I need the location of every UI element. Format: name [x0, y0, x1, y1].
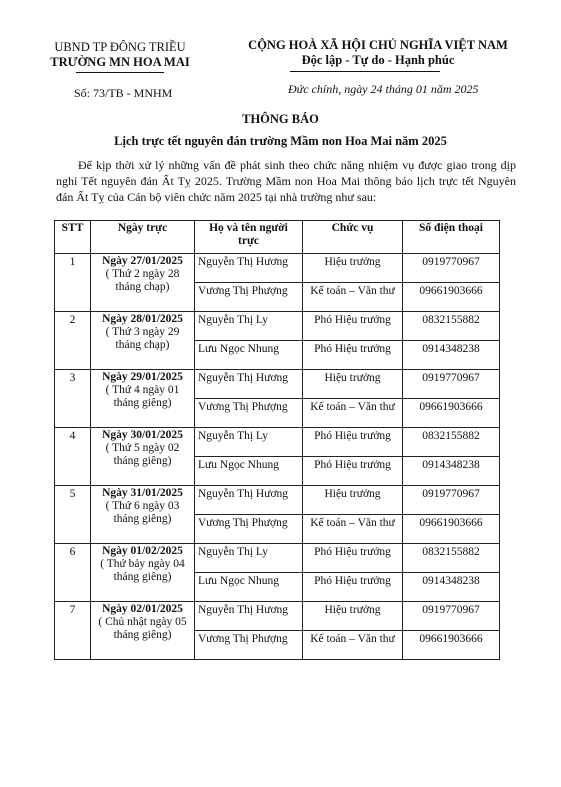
date-label: Ngày 30/01/2025 [102, 429, 183, 441]
date-label: Ngày 31/01/2025 [102, 487, 183, 499]
cell-date [91, 544, 195, 602]
cell-phone: 0919770967 [403, 486, 500, 515]
cell-name: Nguyễn Thị Hương [195, 370, 303, 399]
cell-stt: 4 [55, 428, 91, 486]
cell-stt: 7 [55, 602, 91, 660]
cell-role: Phó Hiệu trưởng [303, 457, 403, 486]
cell-date [91, 428, 195, 486]
cell-date [91, 312, 195, 370]
cell-phone: 0832155882 [403, 312, 500, 341]
cell-date [91, 370, 195, 428]
cell-phone: 09661903666 [403, 631, 500, 660]
cell-phone: 09661903666 [403, 515, 500, 544]
cell-name: Vương Thị Phượng [195, 631, 303, 660]
motto: Độc lập - Tự do - Hạnh phúc [301, 53, 455, 67]
org-header [30, 40, 210, 70]
cell-name: Vương Thị Phượng [195, 283, 303, 312]
national-header [228, 38, 528, 68]
date-label: Ngày 27/01/2025 [102, 255, 183, 267]
header-role: Chức vụ [303, 221, 403, 254]
cell-role: Phó Hiệu trưởng [303, 428, 403, 457]
date-note: ( Thứ bảy ngày 04 tháng giêng) [100, 558, 185, 583]
cell-name: Nguyễn Thị Ly [195, 312, 303, 341]
motto-underline [290, 71, 440, 72]
date-note: ( Thứ 2 ngày 28 tháng chạp) [105, 268, 180, 293]
cell-name: Vương Thị Phượng [195, 399, 303, 428]
table-row [55, 602, 500, 631]
table-row [55, 428, 500, 457]
cell-role: Phó Hiệu trưởng [303, 573, 403, 602]
country-name: CỘNG HOÀ XÃ HỘI CHỦ NGHĨA VIỆT NAM [248, 38, 508, 52]
cell-name: Lưu Ngọc Nhung [195, 573, 303, 602]
cell-role: Phó Hiệu trưởng [303, 312, 403, 341]
cell-role: Kế toán – Văn thư [303, 283, 403, 312]
cell-role: Kế toán – Văn thư [303, 515, 403, 544]
cell-date [91, 254, 195, 312]
org-name: TRƯỜNG MN HOA MAI [50, 55, 190, 69]
table-row [55, 544, 500, 573]
date-note: ( Thứ 5 ngày 02 tháng giêng) [105, 442, 180, 467]
cell-phone: 0914348238 [403, 457, 500, 486]
cell-phone: 09661903666 [403, 399, 500, 428]
date-note: ( Thứ 3 ngày 29 tháng chạp) [105, 326, 180, 351]
cell-phone: 0914348238 [403, 341, 500, 370]
cell-role: Hiệu trưởng [303, 602, 403, 631]
table-header-row [55, 221, 500, 254]
cell-date [91, 486, 195, 544]
cell-phone: 0832155882 [403, 428, 500, 457]
date-label: Ngày 02/01/2025 [102, 603, 183, 615]
cell-stt: 6 [55, 544, 91, 602]
cell-phone: 0914348238 [403, 573, 500, 602]
header-name: Họ và tên người trực [195, 221, 303, 254]
cell-role: Phó Hiệu trưởng [303, 544, 403, 573]
cell-name: Vương Thị Phượng [195, 515, 303, 544]
doc-subtitle: Lịch trực tết nguyên đán trường Mầm non Hoa Mai năm 2025 [114, 134, 447, 148]
cell-phone: 09661903666 [403, 283, 500, 312]
cell-phone: 0919770967 [403, 254, 500, 283]
cell-phone: 0919770967 [403, 370, 500, 399]
date-label: Ngày 29/01/2025 [102, 371, 183, 383]
cell-stt: 1 [55, 254, 91, 312]
cell-name: Nguyễn Thị Hương [195, 486, 303, 515]
cell-role: Kế toán – Văn thư [303, 631, 403, 660]
cell-role: Hiệu trưởng [303, 370, 403, 399]
date-label: Ngày 01/02/2025 [102, 545, 183, 557]
cell-name: Lưu Ngọc Nhung [195, 341, 303, 370]
table-row [55, 486, 500, 515]
cell-stt: 5 [55, 486, 91, 544]
cell-name: Nguyễn Thị Hương [195, 254, 303, 283]
intro-paragraph: Để kịp thời xử lý những vấn đề phát sinh theo chức năng nhiệm vụ được giao trong dịp nghỉ Tết nguyên đán Ất Tỵ 2025. Trường Mầm non Hoa Mai thông báo lịch trực tết Nguyên đán Ất Tỵ của Cán bộ viên chức năm 2025 tại nhà trường như sau: [56, 158, 516, 204]
date-note: ( Thứ 4 ngày 01 tháng giêng) [105, 384, 180, 409]
cell-role: Hiệu trưởng [303, 254, 403, 283]
cell-name: Nguyễn Thị Ly [195, 544, 303, 573]
cell-name: Lưu Ngọc Nhung [195, 457, 303, 486]
org-underline [76, 72, 164, 73]
cell-stt: 2 [55, 312, 91, 370]
cell-date [91, 602, 195, 660]
schedule-table [54, 220, 500, 660]
cell-role: Kế toán – Văn thư [303, 399, 403, 428]
header-phone: Số điện thoại [403, 221, 500, 254]
org-parent: UBND TP ĐÔNG TRIỀU [54, 40, 186, 54]
doc-number: Số: 73/TB - MNHM [74, 86, 173, 100]
cell-stt: 3 [55, 370, 91, 428]
table-row [55, 312, 500, 341]
header-date: Ngày trực [91, 221, 195, 254]
date-note: ( Chủ nhật ngày 05 tháng giêng) [98, 616, 187, 641]
cell-role: Phó Hiệu trưởng [303, 341, 403, 370]
cell-name: Nguyễn Thị Ly [195, 428, 303, 457]
table-row [55, 254, 500, 283]
place-date: Đức chính, ngày 24 tháng 01 năm 2025 [288, 82, 479, 96]
cell-name: Nguyễn Thị Hương [195, 602, 303, 631]
cell-phone: 0832155882 [403, 544, 500, 573]
date-note: ( Thứ 6 ngày 03 tháng giêng) [105, 500, 180, 525]
cell-phone: 0919770967 [403, 602, 500, 631]
table-row [55, 370, 500, 399]
doc-title: THÔNG BÁO [242, 112, 319, 126]
header-stt: STT [55, 221, 91, 254]
cell-role: Hiệu trưởng [303, 486, 403, 515]
date-label: Ngày 28/01/2025 [102, 313, 183, 325]
